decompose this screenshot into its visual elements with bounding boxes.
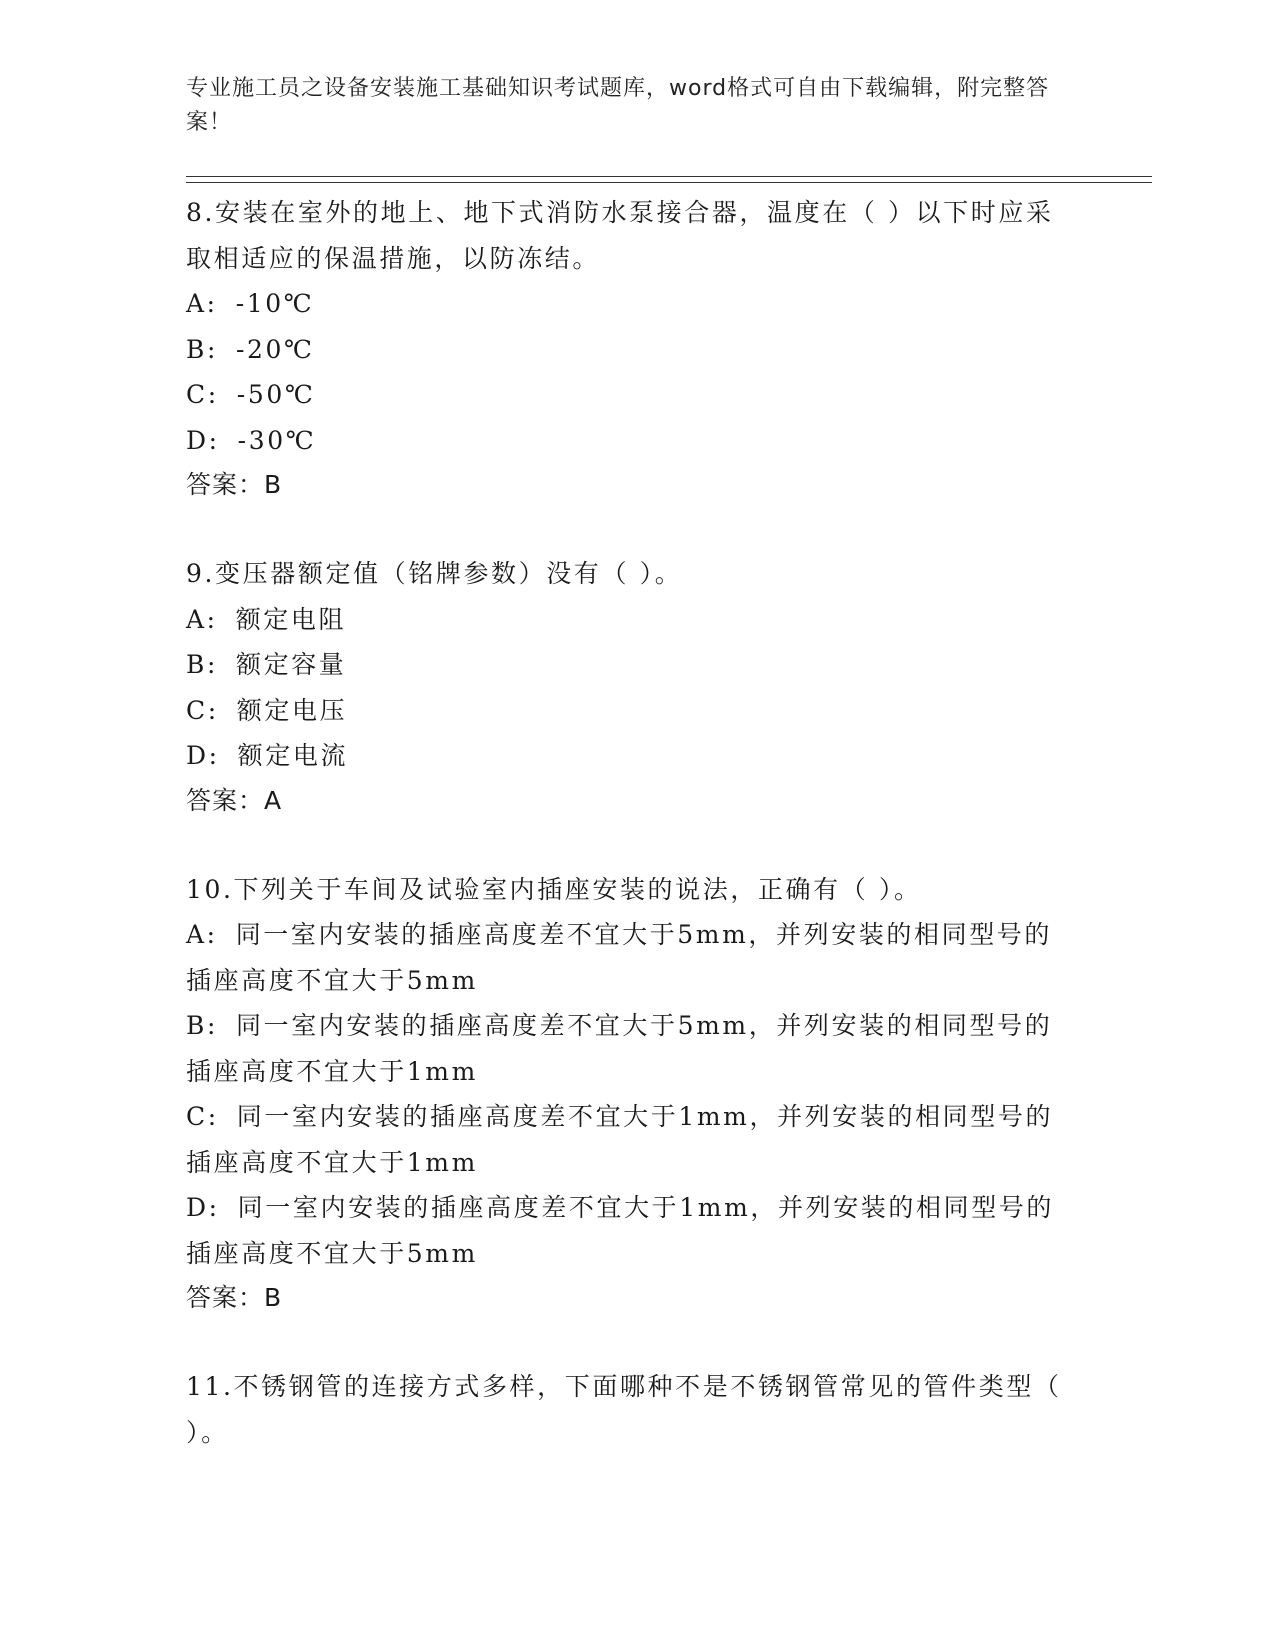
option-d [186, 418, 1086, 464]
question-text: 11.不锈钢管的连接方式多样，下面哪种不是不锈钢管常见的管件类型（ ）。 [186, 1372, 1062, 1447]
question-text: 10.下列关于车间及试验室内插座安装的说法，正确有（ ）。 [186, 874, 922, 904]
answer-line: 答案：B [186, 1283, 283, 1312]
option-text: -50℃ [236, 380, 316, 409]
option-text: 同一室内安装的插座高度差不宜大于1mm，并列安装的相同型号的插座高度不宜大于5mm [186, 1193, 1054, 1268]
question-text: 8.安装在室外的地上、地下式消防水泵接合器，温度在（ ）以下时应采取相适应的保温措施，以防冻结。 [186, 198, 1054, 273]
answer-line: 答案：A [186, 785, 283, 815]
option-key: C: [186, 695, 219, 725]
question-text: 9.变压器额定值（铭牌参数）没有（ ）。 [186, 559, 683, 588]
option-c [186, 688, 1086, 734]
option-c [186, 372, 1086, 418]
option-text: 额定容量 [236, 650, 347, 679]
option-text: -20℃ [236, 334, 315, 364]
option-key: C: [186, 380, 219, 409]
option-text: 额定电阻 [235, 604, 347, 634]
option-key: B: [186, 650, 218, 679]
option-text: -30℃ [237, 425, 317, 455]
option-text: 同一室内安装的插座高度差不宜大于5mm，并列安装的相同型号的插座高度不宜大于1mm [186, 1011, 1053, 1086]
option-b [186, 642, 1086, 688]
header-double-rule [186, 176, 1152, 183]
option-key: A: [186, 289, 218, 318]
option-key: A: [186, 920, 218, 949]
option-b [186, 327, 1086, 373]
option-key: A: [186, 604, 218, 634]
question-11 [186, 1364, 1086, 1455]
option-text: 同一室内安装的插座高度差不宜大于5mm，并列安装的相同型号的插座高度不宜大于5mm [186, 920, 1053, 995]
option-a [186, 912, 1066, 1003]
question-10 [186, 867, 1086, 1321]
option-b [186, 1003, 1066, 1094]
option-text: -10℃ [235, 289, 315, 318]
option-key: B: [186, 334, 218, 364]
option-a [186, 597, 1086, 643]
document-header: 专业施工员之设备安装施工基础知识考试题库，word格式可自由下载编辑，附完整答案！ [186, 76, 1050, 135]
option-c [186, 1094, 1066, 1185]
option-d [186, 733, 1086, 779]
option-text: 同一室内安装的插座高度差不宜大于1mm，并列安装的相同型号的插座高度不宜大于1mm [186, 1102, 1054, 1177]
question-8 [186, 190, 1086, 507]
option-a [186, 281, 1086, 327]
option-key: D: [186, 425, 220, 455]
option-key: D: [186, 1193, 220, 1222]
option-text: 额定电压 [236, 695, 348, 725]
question-list [186, 190, 1086, 1499]
option-key: B: [186, 1011, 218, 1040]
option-d [186, 1185, 1066, 1276]
option-key: D: [186, 741, 220, 770]
question-9 [186, 551, 1086, 823]
option-text: 额定电流 [237, 741, 349, 770]
answer-line: 答案：B [186, 470, 283, 499]
option-key: C: [186, 1102, 219, 1131]
